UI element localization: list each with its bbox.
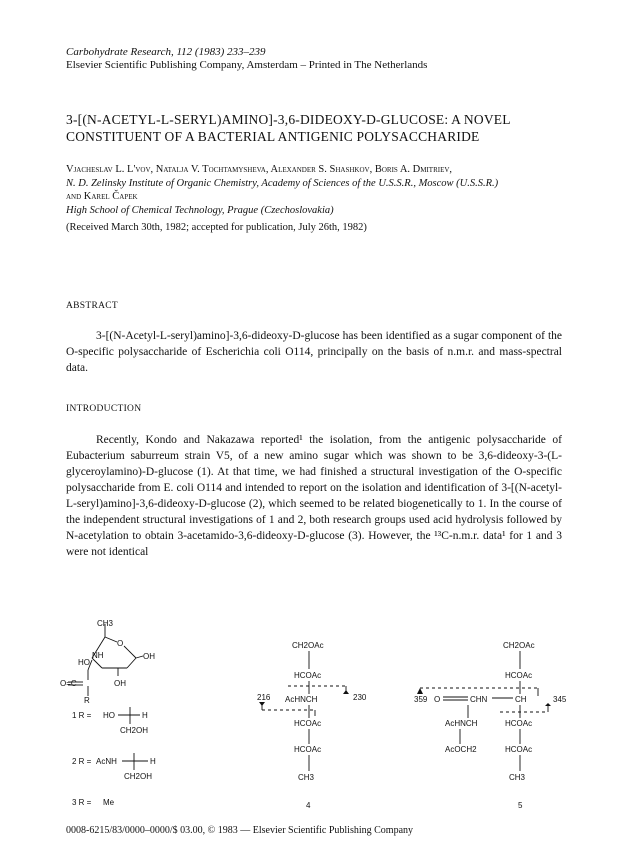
journal-citation: Carbohydrate Research, 112 (1983) 233–239 xyxy=(66,46,266,58)
svg-text:1 R =: 1 R = xyxy=(72,711,92,720)
ring-r: R xyxy=(84,696,90,705)
svg-text:CH: CH xyxy=(515,695,527,704)
svg-text:AcHNCH: AcHNCH xyxy=(445,719,478,728)
compound-4 xyxy=(257,641,367,810)
svg-text:Me: Me xyxy=(103,798,115,807)
title-line-1: 3-[(N-ACETYL-L-SERYL)AMINO]-3,6-DIDEOXY-D-GLUCOSE: A NOVEL xyxy=(66,112,511,127)
authors-line-2: and Karel Čapek xyxy=(66,191,138,202)
svg-text:CH3: CH3 xyxy=(509,773,526,782)
ring-oxygen: O xyxy=(117,639,124,648)
svg-text:HO: HO xyxy=(103,711,115,720)
received-dates: (Received March 30th, 1982; accepted for publication, July 26th, 1982) xyxy=(66,222,367,233)
compound-5-number: 5 xyxy=(518,801,523,810)
svg-text:AcHNCH: AcHNCH xyxy=(285,695,318,704)
svg-text:HCOAc: HCOAc xyxy=(505,719,533,728)
svg-text:CH2OH: CH2OH xyxy=(120,726,149,735)
publisher-line: Elsevier Scientific Publishing Company, Amsterdam – Printed in The Netherlands xyxy=(66,59,428,71)
svg-text:O: O xyxy=(434,695,441,704)
compound-5 xyxy=(414,641,567,810)
page-footer: 0008-6215/83/0000–0000/$ 03.00, © 1983 — Elsevier Scientific Publishing Company xyxy=(66,825,414,836)
svg-text:CH2OAc: CH2OAc xyxy=(503,641,535,650)
affiliation-2: High School of Chemical Technology, Prague (Czechoslovakia) xyxy=(66,204,334,216)
svg-text:2 R =: 2 R = xyxy=(72,757,92,766)
c5-mz-right: 345 xyxy=(553,695,567,704)
c4-mz-left: 216 xyxy=(257,693,271,702)
svg-text:3 R =: 3 R = xyxy=(72,798,92,807)
introduction-paragraph: Recently, Kondo and Nakazawa reported¹ the isolation, from the antigenic polysaccharide of Eubacterium saburreum strain V5, of a new amino sugar which was shown to be 3,6-dideoxy-3-(L-glyceroylamino)-D-glucose (1). At that time, we had finished a structural investigation of the O-specific polysaccharide from E. coli O114 and intended to report on the isolation and identification of 3-[(N-acetyl-L-seryl)amino]-3,6-dideoxy-D-glucose (2), which seemed to be related biogenetically to 1. In the course of the independent structural investigations of 1 and 2, both research groups used acid hydrolysis followed by N-acetylation to obtain 3-acetamido-3,6-dideoxy-D-glucose (3). However, the ¹³C-n.m.r. data¹ for 1 and 3 were not identical xyxy=(66,434,562,558)
svg-text:AcOCH2: AcOCH2 xyxy=(445,745,477,754)
c5-mz-left: 359 xyxy=(414,695,428,704)
affiliation-1: N. D. Zelinsky Institute of Organic Chemistry, Academy of Sciences of the U.S.S.R., Moscow (U.S.S.R.) xyxy=(66,177,499,189)
svg-text:HCOAc: HCOAc xyxy=(294,671,322,680)
svg-text:CH3: CH3 xyxy=(298,773,315,782)
svg-text:HCOAc: HCOAc xyxy=(294,745,322,754)
ring-oh-bottom: OH xyxy=(114,679,126,688)
authors-line-1: Vjacheslav L. L'vov, Natalja V. Tochtamysheva, Alexander S. Shashkov, Boris A. Dmitriev, xyxy=(66,164,453,175)
introduction-heading: INTRODUCTION xyxy=(66,404,142,414)
ring-nh: NH xyxy=(92,651,104,660)
svg-text:HCOAc: HCOAc xyxy=(505,745,533,754)
r-definition-3 xyxy=(72,798,115,807)
svg-text:HCOAc: HCOAc xyxy=(505,671,533,680)
svg-text:HCOAc: HCOAc xyxy=(294,719,322,728)
svg-text:H: H xyxy=(142,711,148,720)
title-line-2: CONSTITUENT OF A BACTERIAL ANTIGENIC POLYSACCHARIDE xyxy=(66,129,480,144)
c4-mz-right: 230 xyxy=(353,693,367,702)
svg-text:CH2OAc: CH2OAc xyxy=(292,641,324,650)
ring-oh-right: OH xyxy=(143,652,155,661)
r-definition-2 xyxy=(72,753,156,781)
ring-ho: HO xyxy=(78,658,90,667)
ring-carbonyl: O=C xyxy=(60,679,77,688)
r-definition-1 xyxy=(72,707,148,735)
abstract-paragraph: 3-[(N-Acetyl-L-seryl)amino]-3,6-dideoxy-D-glucose has been identified as a sugar component of the O-specific polysaccharide of Escherichia coli O114, principally on the basis of n.m.r. and mass-spectral data. xyxy=(66,330,562,374)
abstract-heading: ABSTRACT xyxy=(66,301,119,311)
svg-text:CHN: CHN xyxy=(470,695,488,704)
svg-text:CH2OH: CH2OH xyxy=(124,772,153,781)
svg-text:AcNH: AcNH xyxy=(96,757,117,766)
svg-text:H: H xyxy=(150,757,156,766)
ring-ch3: CH3 xyxy=(97,619,114,628)
compound-4-number: 4 xyxy=(306,801,311,810)
